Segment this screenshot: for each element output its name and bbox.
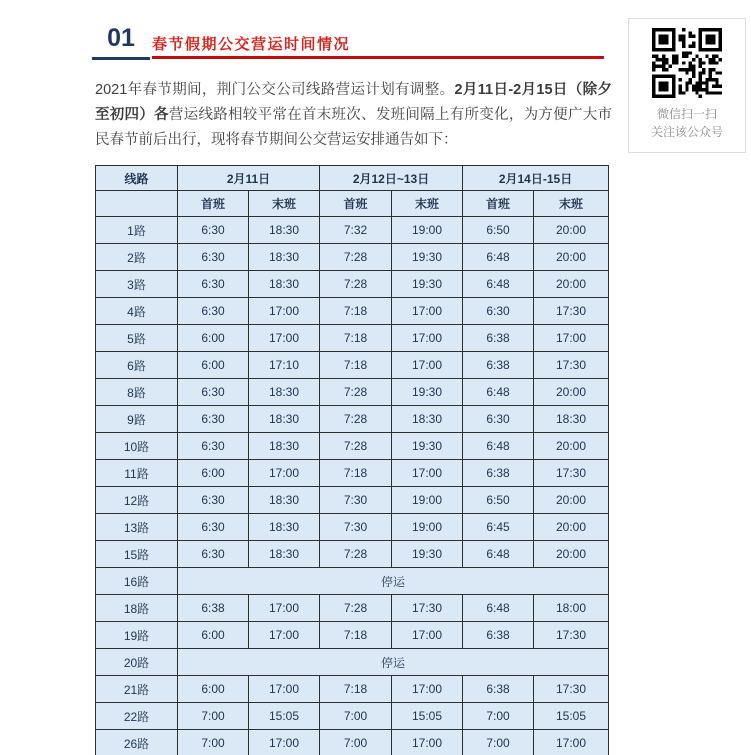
table-row — [96, 622, 609, 649]
section-number: 01 — [92, 24, 150, 60]
route-cell: 9路 — [96, 406, 178, 433]
time-cell: 7:18 — [320, 622, 392, 649]
time-cell: 17:00 — [392, 298, 463, 325]
first-bus-header: 首班 — [178, 191, 249, 217]
route-cell: 16路 — [96, 568, 178, 595]
time-cell: 18:30 — [249, 217, 320, 244]
time-cell: 17:00 — [392, 676, 463, 703]
time-cell: 18:30 — [249, 271, 320, 298]
bus-schedule-table — [95, 165, 609, 755]
route-cell: 15路 — [96, 541, 178, 568]
table-row — [96, 244, 609, 271]
time-cell: 6:30 — [178, 298, 249, 325]
time-cell: 17:00 — [249, 325, 320, 352]
route-cell: 26路 — [96, 730, 178, 755]
time-cell: 6:30 — [178, 217, 249, 244]
time-cell: 6:30 — [178, 433, 249, 460]
time-cell: 20:00 — [534, 433, 609, 460]
time-cell: 17:00 — [249, 460, 320, 487]
time-cell: 17:00 — [392, 325, 463, 352]
time-cell: 7:28 — [320, 433, 392, 460]
time-cell: 6:30 — [463, 406, 534, 433]
route-cell: 12路 — [96, 487, 178, 514]
time-cell: 17:30 — [534, 298, 609, 325]
route-cell: 1路 — [96, 217, 178, 244]
schedule-table-body — [96, 217, 609, 755]
title-underline-rule — [152, 56, 604, 59]
time-cell: 6:30 — [178, 487, 249, 514]
time-cell: 15:05 — [534, 703, 609, 730]
table-row — [96, 352, 609, 379]
route-cell: 21路 — [96, 676, 178, 703]
qr-panel — [628, 18, 746, 153]
route-cell: 20路 — [96, 649, 178, 676]
table-row — [96, 514, 609, 541]
time-cell: 18:00 — [534, 595, 609, 622]
time-cell: 6:48 — [463, 433, 534, 460]
time-cell: 6:38 — [463, 676, 534, 703]
time-cell: 7:00 — [463, 730, 534, 755]
route-cell: 10路 — [96, 433, 178, 460]
route-cell: 18路 — [96, 595, 178, 622]
time-cell: 6:30 — [178, 379, 249, 406]
time-cell: 17:30 — [392, 595, 463, 622]
time-cell: 6:30 — [178, 541, 249, 568]
time-cell: 17:30 — [534, 622, 609, 649]
time-cell: 19:30 — [392, 541, 463, 568]
time-cell: 17:00 — [392, 622, 463, 649]
time-cell: 19:00 — [392, 217, 463, 244]
time-cell: 6:38 — [178, 595, 249, 622]
date-group-header: 2月11日 — [178, 166, 320, 191]
route-cell: 11路 — [96, 460, 178, 487]
time-cell: 6:48 — [463, 541, 534, 568]
time-cell: 17:00 — [392, 730, 463, 755]
time-cell: 7:18 — [320, 352, 392, 379]
qr-caption — [629, 105, 745, 141]
route-cell: 4路 — [96, 298, 178, 325]
time-cell: 20:00 — [534, 514, 609, 541]
time-cell: 6:30 — [178, 271, 249, 298]
time-cell: 7:18 — [320, 325, 392, 352]
time-cell: 7:30 — [320, 487, 392, 514]
time-cell: 17:00 — [249, 730, 320, 755]
route-cell: 19路 — [96, 622, 178, 649]
table-row — [96, 676, 609, 703]
time-cell: 7:28 — [320, 244, 392, 271]
time-cell: 6:00 — [178, 325, 249, 352]
time-cell: 6:38 — [463, 325, 534, 352]
time-cell: 6:38 — [463, 622, 534, 649]
last-bus-header: 末班 — [249, 191, 320, 217]
time-cell: 18:30 — [249, 487, 320, 514]
qr-code-icon — [652, 28, 722, 98]
time-cell: 6:30 — [178, 406, 249, 433]
table-row — [96, 649, 609, 676]
time-cell: 19:00 — [392, 514, 463, 541]
table-row — [96, 325, 609, 352]
table-row — [96, 595, 609, 622]
first-bus-header: 首班 — [320, 191, 392, 217]
route-cell: 2路 — [96, 244, 178, 271]
time-cell: 6:48 — [463, 244, 534, 271]
time-cell: 7:28 — [320, 406, 392, 433]
time-cell: 20:00 — [534, 271, 609, 298]
time-cell: 7:30 — [320, 514, 392, 541]
time-cell: 18:30 — [249, 433, 320, 460]
time-cell: 6:50 — [463, 487, 534, 514]
route-column-header: 线路 — [96, 166, 178, 191]
time-cell: 17:30 — [534, 352, 609, 379]
time-cell: 7:18 — [320, 460, 392, 487]
time-cell: 18:30 — [249, 514, 320, 541]
last-bus-header: 末班 — [534, 191, 609, 217]
table-row — [96, 703, 609, 730]
time-cell: 6:38 — [463, 352, 534, 379]
time-cell: 7:00 — [463, 703, 534, 730]
time-cell: 7:28 — [320, 379, 392, 406]
intro-text-before: 2021年春节期间，荆门公交公司线路营运计划有调整。 — [95, 82, 455, 98]
time-cell: 17:00 — [249, 622, 320, 649]
time-cell: 6:48 — [463, 271, 534, 298]
date-group-header: 2月14日-15日 — [463, 166, 609, 191]
intro-text-bold: 2月11日-2月15日（除夕至初四）各 — [95, 82, 612, 123]
time-cell: 6:48 — [463, 379, 534, 406]
time-cell: 18:30 — [534, 406, 609, 433]
time-cell: 17:00 — [534, 325, 609, 352]
time-cell: 17:00 — [392, 460, 463, 487]
time-cell: 17:00 — [249, 676, 320, 703]
route-cell: 5路 — [96, 325, 178, 352]
table-header-row-dates — [96, 166, 609, 191]
time-cell: 7:00 — [178, 703, 249, 730]
route-cell: 6路 — [96, 352, 178, 379]
table-row — [96, 541, 609, 568]
time-cell: 19:30 — [392, 433, 463, 460]
time-cell: 7:28 — [320, 271, 392, 298]
time-cell: 6:50 — [463, 217, 534, 244]
time-cell: 18:30 — [249, 541, 320, 568]
table-header-row-subtitles — [96, 191, 609, 217]
table-row — [96, 487, 609, 514]
time-cell: 20:00 — [534, 244, 609, 271]
time-cell: 17:00 — [249, 298, 320, 325]
time-cell: 7:18 — [320, 298, 392, 325]
last-bus-header: 末班 — [392, 191, 463, 217]
table-row — [96, 460, 609, 487]
table-row — [96, 217, 609, 244]
route-cell: 3路 — [96, 271, 178, 298]
table-row — [96, 298, 609, 325]
time-cell: 18:30 — [392, 406, 463, 433]
table-row — [96, 379, 609, 406]
time-cell: 7:00 — [320, 730, 392, 755]
table-row — [96, 568, 609, 595]
date-group-header: 2月12日~13日 — [320, 166, 463, 191]
time-cell: 6:48 — [463, 595, 534, 622]
time-cell: 6:38 — [463, 460, 534, 487]
time-cell: 18:30 — [249, 244, 320, 271]
time-cell: 19:00 — [392, 487, 463, 514]
time-cell: 15:05 — [249, 703, 320, 730]
route-cell: 22路 — [96, 703, 178, 730]
time-cell: 17:30 — [534, 676, 609, 703]
time-cell: 17:30 — [534, 460, 609, 487]
intro-paragraph — [95, 78, 612, 153]
time-cell: 20:00 — [534, 487, 609, 514]
time-cell: 6:45 — [463, 514, 534, 541]
table-row — [96, 433, 609, 460]
table-row — [96, 271, 609, 298]
time-cell: 7:32 — [320, 217, 392, 244]
section-title: 春节假期公交营运时间情况 — [152, 36, 351, 53]
time-cell: 6:00 — [178, 622, 249, 649]
time-cell: 17:00 — [534, 730, 609, 755]
time-cell: 20:00 — [534, 541, 609, 568]
time-cell: 15:05 — [392, 703, 463, 730]
suspended-cell: 停运 — [178, 568, 609, 595]
time-cell: 17:00 — [249, 595, 320, 622]
time-cell: 6:00 — [178, 352, 249, 379]
time-cell: 7:18 — [320, 676, 392, 703]
time-cell: 6:30 — [463, 298, 534, 325]
qr-caption-line1: 微信扫一扫 — [656, 107, 717, 121]
route-cell: 13路 — [96, 514, 178, 541]
time-cell: 6:00 — [178, 460, 249, 487]
table-row — [96, 730, 609, 755]
time-cell: 7:00 — [178, 730, 249, 755]
time-cell: 17:10 — [249, 352, 320, 379]
time-cell: 6:30 — [178, 514, 249, 541]
time-cell: 17:00 — [392, 352, 463, 379]
time-cell: 20:00 — [534, 217, 609, 244]
suspended-cell: 停运 — [178, 649, 609, 676]
qr-caption-line2: 关注该公众号 — [650, 125, 723, 139]
time-cell: 18:30 — [249, 379, 320, 406]
time-cell: 20:00 — [534, 379, 609, 406]
time-cell: 19:30 — [392, 244, 463, 271]
route-cell: 8路 — [96, 379, 178, 406]
table-row — [96, 406, 609, 433]
intro-text-after: 营运线路相较平常在首末班次、发班间隔上有所变化，为方便广大市民春节前后出行，现将春节期间公交营运安排通告如下： — [95, 107, 613, 148]
time-cell: 6:30 — [178, 244, 249, 271]
first-bus-header: 首班 — [463, 191, 534, 217]
time-cell: 7:28 — [320, 541, 392, 568]
time-cell: 18:30 — [249, 406, 320, 433]
time-cell: 6:00 — [178, 676, 249, 703]
time-cell: 7:28 — [320, 595, 392, 622]
time-cell: 19:30 — [392, 271, 463, 298]
time-cell: 7:00 — [320, 703, 392, 730]
time-cell: 19:30 — [392, 379, 463, 406]
empty-header-cell — [96, 191, 178, 217]
